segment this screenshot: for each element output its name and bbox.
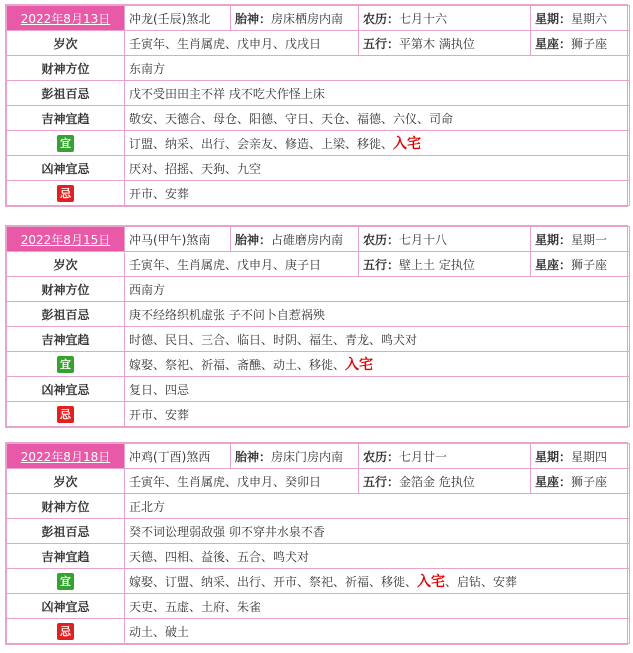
yi-label-cell bbox=[7, 352, 125, 377]
suici-value: 壬寅年、生肖属虎、戊申月、癸卯日 bbox=[125, 469, 359, 494]
day-card bbox=[5, 225, 628, 428]
yi-value bbox=[125, 352, 630, 377]
wuxing-cell bbox=[359, 252, 531, 277]
pengzu-row bbox=[7, 81, 630, 106]
caishen-label: 财神方位 bbox=[7, 56, 125, 81]
yi-text: 嫁娶、订盟、纳采、出行、开市、祭祀、祈福、移徙、 bbox=[129, 575, 418, 589]
ji-badge-icon: 忌 bbox=[57, 185, 74, 202]
taishen-label: 胎神： bbox=[235, 232, 272, 247]
xingqi-cell bbox=[531, 6, 630, 31]
date-link[interactable]: 2022年8月15日 bbox=[20, 232, 111, 247]
pengzu-label: 彭祖百忌 bbox=[7, 519, 125, 544]
taishen-label: 胎神： bbox=[235, 11, 272, 26]
ji-row bbox=[7, 619, 630, 644]
xingqi-value: 星期一 bbox=[571, 232, 608, 247]
xiongshen-value: 厌对、招摇、天狗、九空 bbox=[125, 156, 630, 181]
suici-value: 壬寅年、生肖属虎、戊申月、庚子日 bbox=[125, 252, 359, 277]
taishen-cell bbox=[231, 227, 359, 252]
jishen-label: 吉神宜趋 bbox=[7, 544, 125, 569]
date-link[interactable]: 2022年8月18日 bbox=[20, 449, 111, 464]
jishen-value: 时德、民日、三合、临日、时阴、福生、青龙、鸣犬对 bbox=[125, 327, 630, 352]
xingqi-label: 星期： bbox=[535, 232, 572, 247]
jishen-label: 吉神宜趋 bbox=[7, 106, 125, 131]
yi-row bbox=[7, 352, 630, 377]
yi-text: 嫁娶、祭祀、祈福、斋醮、动土、移徙、 bbox=[129, 358, 346, 372]
ji-badge-icon: 忌 bbox=[57, 623, 74, 640]
taishen-value: 房床门房内南 bbox=[271, 449, 344, 464]
yi-badge-icon: 宜 bbox=[57, 135, 74, 152]
xingzuo-cell bbox=[531, 469, 630, 494]
date-cell bbox=[7, 6, 125, 31]
yi-highlight: 入宅 bbox=[417, 574, 446, 590]
nongli-cell bbox=[359, 227, 531, 252]
xingzuo-value: 狮子座 bbox=[571, 36, 608, 51]
xingzuo-cell bbox=[531, 31, 630, 56]
xingqi-cell bbox=[531, 227, 630, 252]
pengzu-value: 戊不受田田主不祥 戌不吃犬作怪上床 bbox=[125, 81, 630, 106]
caishen-value: 东南方 bbox=[125, 56, 630, 81]
nongli-value: 七月十六 bbox=[399, 11, 448, 26]
ji-label-cell bbox=[7, 402, 125, 427]
chong-cell: 冲龙(壬辰)煞北 bbox=[125, 6, 231, 31]
suici-value: 壬寅年、生肖属虎、戊申月、戊戌日 bbox=[125, 31, 359, 56]
yi-value bbox=[125, 569, 630, 594]
pengzu-value: 癸不词讼理弱敌强 卯不穿井水泉不香 bbox=[125, 519, 630, 544]
nongli-label: 农历： bbox=[363, 449, 400, 464]
ji-value: 动土、破土 bbox=[125, 619, 630, 644]
xiongshen-label: 凶神宜忌 bbox=[7, 377, 125, 402]
suici-label: 岁次 bbox=[7, 31, 125, 56]
ji-label-cell bbox=[7, 181, 125, 206]
xiongshen-value: 天吏、五虚、土府、朱雀 bbox=[125, 594, 630, 619]
taishen-cell bbox=[231, 444, 359, 469]
nongli-cell bbox=[359, 444, 531, 469]
nongli-label: 农历： bbox=[363, 11, 400, 26]
taishen-label: 胎神： bbox=[235, 449, 272, 464]
caishen-value: 正北方 bbox=[125, 494, 630, 519]
suici-row bbox=[7, 469, 630, 494]
suici-row bbox=[7, 31, 630, 56]
yi-text: 订盟、纳采、出行、会亲友、修造、上梁、移徙、 bbox=[129, 137, 394, 151]
date-link[interactable]: 2022年8月13日 bbox=[20, 11, 111, 26]
xiongshen-row bbox=[7, 377, 630, 402]
wuxing-label: 五行： bbox=[363, 257, 400, 272]
chong-cell: 冲马(甲午)煞南 bbox=[125, 227, 231, 252]
xiongshen-row bbox=[7, 594, 630, 619]
ji-value: 开市、安葬 bbox=[125, 402, 630, 427]
yi-row bbox=[7, 569, 630, 594]
day-header-row bbox=[7, 6, 630, 31]
ji-row bbox=[7, 402, 630, 427]
date-cell bbox=[7, 444, 125, 469]
caishen-label: 财神方位 bbox=[7, 494, 125, 519]
yi-text-after: 、启钻、安葬 bbox=[445, 575, 518, 589]
yi-badge-icon: 宜 bbox=[57, 356, 74, 373]
wuxing-value: 壁上土 定执位 bbox=[399, 257, 475, 272]
yi-badge-icon: 宜 bbox=[57, 573, 74, 590]
pengzu-row bbox=[7, 519, 630, 544]
jishen-row bbox=[7, 544, 630, 569]
ji-row bbox=[7, 181, 630, 206]
wuxing-label: 五行： bbox=[363, 36, 400, 51]
jishen-value: 天德、四相、益後、五合、鸣犬对 bbox=[125, 544, 630, 569]
pengzu-value: 庚不经络织机虚张 子不问卜自惹祸殃 bbox=[125, 302, 630, 327]
xiongshen-label: 凶神宜忌 bbox=[7, 594, 125, 619]
wuxing-value: 平第木 满执位 bbox=[399, 36, 475, 51]
yi-label-cell bbox=[7, 569, 125, 594]
xingzuo-label: 星座： bbox=[535, 474, 572, 489]
pengzu-label: 彭祖百忌 bbox=[7, 81, 125, 106]
xingqi-value: 星期四 bbox=[571, 449, 608, 464]
xingzuo-label: 星座： bbox=[535, 257, 572, 272]
suici-label: 岁次 bbox=[7, 469, 125, 494]
jishen-row bbox=[7, 327, 630, 352]
caishen-value: 西南方 bbox=[125, 277, 630, 302]
pengzu-label: 彭祖百忌 bbox=[7, 302, 125, 327]
xingqi-label: 星期： bbox=[535, 11, 572, 26]
day-header-row bbox=[7, 227, 630, 252]
caishen-row bbox=[7, 494, 630, 519]
xingzuo-value: 狮子座 bbox=[571, 474, 608, 489]
xingqi-label: 星期： bbox=[535, 449, 572, 464]
suici-label: 岁次 bbox=[7, 252, 125, 277]
xiongshen-row bbox=[7, 156, 630, 181]
taishen-value: 占碓磨房内南 bbox=[271, 232, 344, 247]
caishen-row bbox=[7, 56, 630, 81]
pengzu-row bbox=[7, 302, 630, 327]
suici-row bbox=[7, 252, 630, 277]
caishen-row bbox=[7, 277, 630, 302]
nongli-label: 农历： bbox=[363, 232, 400, 247]
xingqi-cell bbox=[531, 444, 630, 469]
ji-label-cell bbox=[7, 619, 125, 644]
taishen-cell bbox=[231, 6, 359, 31]
wuxing-cell bbox=[359, 469, 531, 494]
day-card bbox=[5, 442, 628, 645]
day-card bbox=[5, 4, 628, 207]
yi-value bbox=[125, 131, 630, 156]
xingzuo-label: 星座： bbox=[535, 36, 572, 51]
wuxing-label: 五行： bbox=[363, 474, 400, 489]
nongli-cell bbox=[359, 6, 531, 31]
yi-highlight: 入宅 bbox=[345, 357, 374, 373]
xingzuo-cell bbox=[531, 252, 630, 277]
nongli-value: 七月廿一 bbox=[399, 449, 448, 464]
jishen-label: 吉神宜趋 bbox=[7, 327, 125, 352]
ji-badge-icon: 忌 bbox=[57, 406, 74, 423]
nongli-value: 七月十八 bbox=[399, 232, 448, 247]
wuxing-value: 金箔金 危执位 bbox=[399, 474, 475, 489]
yi-highlight: 入宅 bbox=[393, 136, 422, 152]
wuxing-cell bbox=[359, 31, 531, 56]
day-header-row bbox=[7, 444, 630, 469]
jishen-row bbox=[7, 106, 630, 131]
yi-row bbox=[7, 131, 630, 156]
xingqi-value: 星期六 bbox=[571, 11, 608, 26]
caishen-label: 财神方位 bbox=[7, 277, 125, 302]
xiongshen-value: 复日、四忌 bbox=[125, 377, 630, 402]
taishen-value: 房床栖房内南 bbox=[271, 11, 344, 26]
ji-value: 开市、安葬 bbox=[125, 181, 630, 206]
chong-cell: 冲鸡(丁酉)煞西 bbox=[125, 444, 231, 469]
date-cell bbox=[7, 227, 125, 252]
xingzuo-value: 狮子座 bbox=[571, 257, 608, 272]
jishen-value: 敬安、天德合、母仓、阳德、守日、天仓、福德、六仪、司命 bbox=[125, 106, 630, 131]
xiongshen-label: 凶神宜忌 bbox=[7, 156, 125, 181]
yi-label-cell bbox=[7, 131, 125, 156]
